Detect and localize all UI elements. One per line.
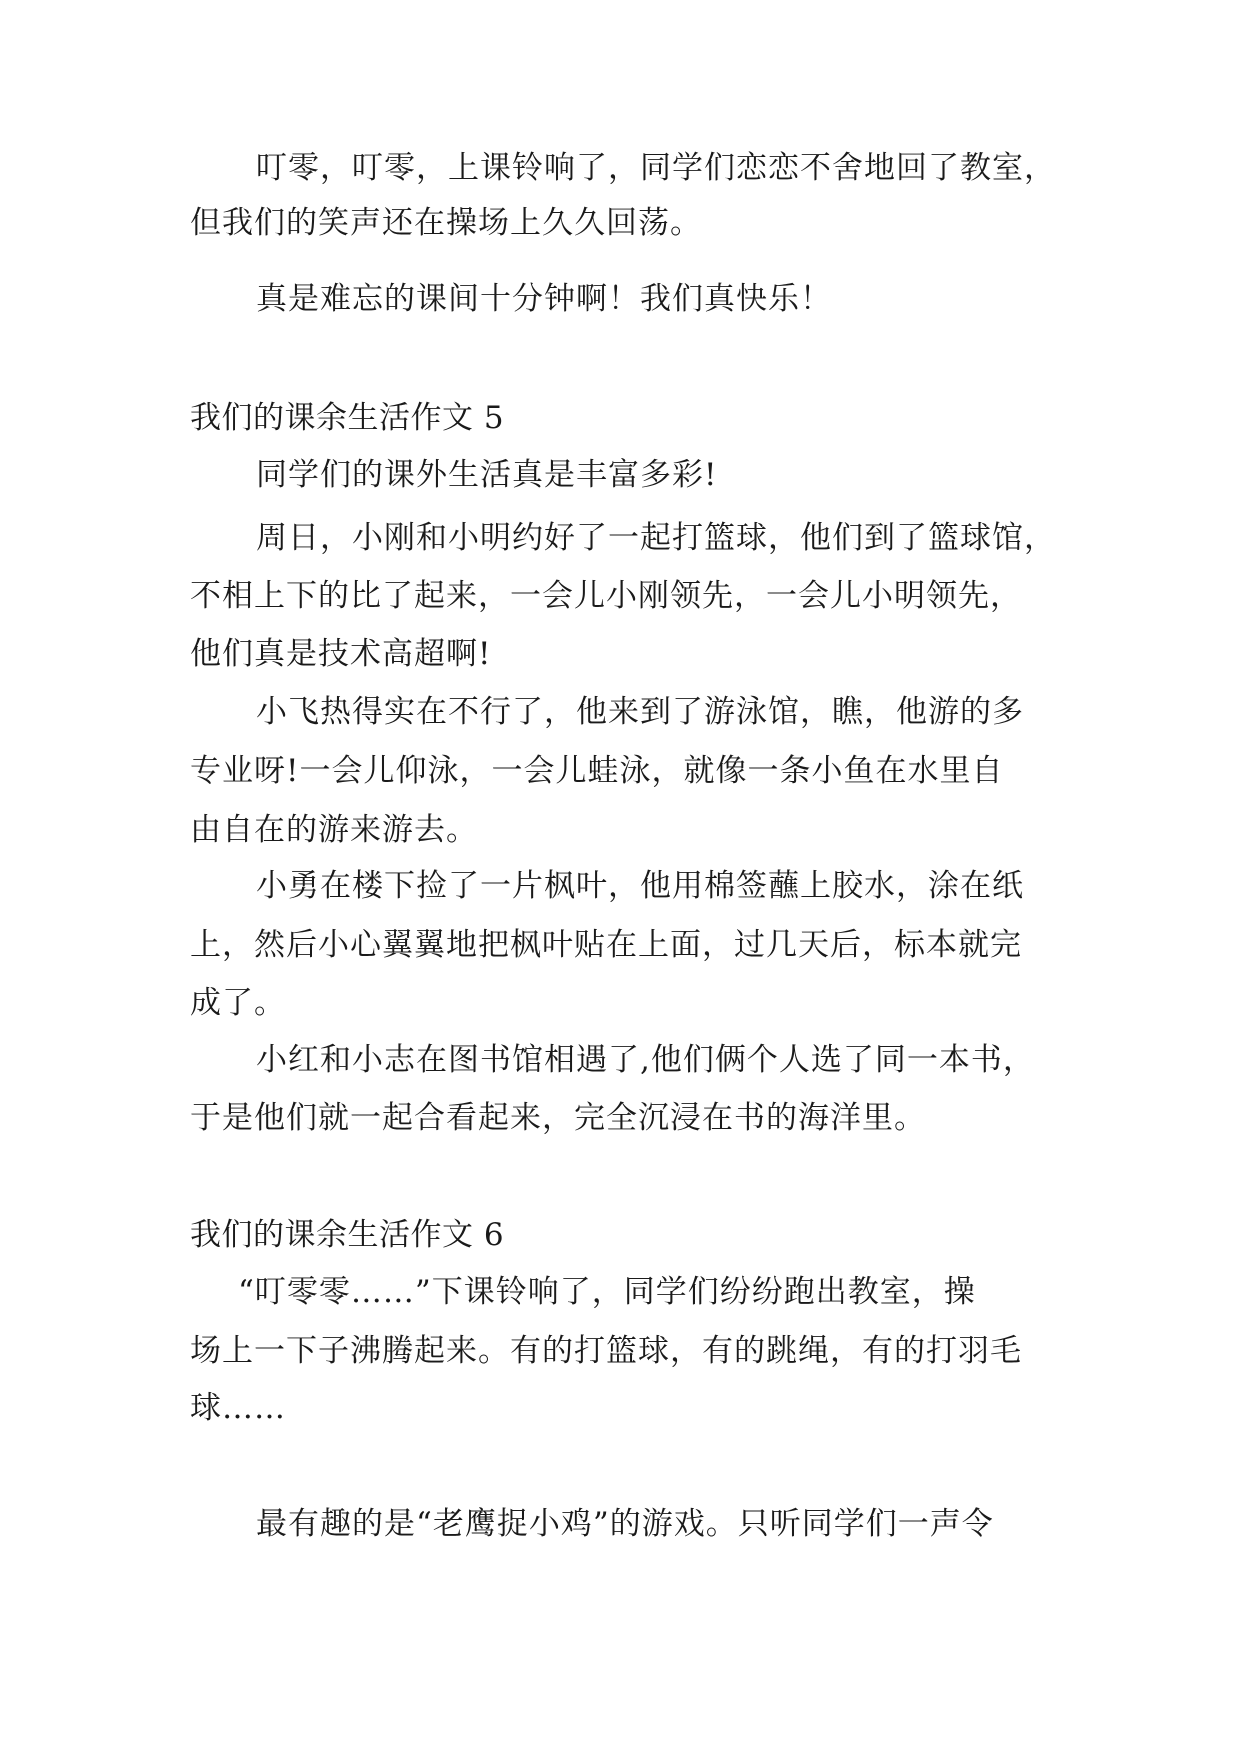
paragraph-line: “叮零零……”下课铃响了，同学们纷纷跑出教室，操: [238, 1274, 976, 1310]
paragraph-line: 同学们的课外生活真是丰富多彩!: [256, 457, 718, 493]
section-heading: 我们的课余生活作文 5: [190, 400, 505, 436]
section-heading: 我们的课余生活作文 6: [190, 1217, 505, 1253]
paragraph-line: 小飞热得实在不行了，他来到了游泳馆，瞧，他游的多: [256, 694, 1024, 730]
paragraph-line: 上，然后小心翼翼地把枫叶贴在上面，过几天后，标本就完: [190, 927, 1022, 963]
paragraph-line: 小红和小志在图书馆相遇了,他们俩个人选了同一本书，: [256, 1042, 1035, 1078]
paragraph-line: 专业呀!一会儿仰泳，一会儿蛙泳，就像一条小鱼在水里自: [190, 753, 1004, 789]
paragraph-line: 球……: [190, 1390, 286, 1426]
paragraph-line: 叮零，叮零，上课铃响了，同学们恋恋不舍地回了教室，: [256, 150, 1056, 186]
paragraph-line: 真是难忘的课间十分钟啊！我们真快乐！: [256, 281, 832, 317]
paragraph-line: 周日，小刚和小明约好了一起打篮球，他们到了篮球馆，: [256, 520, 1056, 556]
paragraph-line: 最有趣的是“老鹰捉小鸡”的游戏。只听同学们一声令: [256, 1506, 994, 1542]
paragraph-line: 成了。: [190, 985, 286, 1021]
paragraph-line: 于是他们就一起合看起来，完全沉浸在书的海洋里。: [190, 1100, 926, 1136]
paragraph-line: 但我们的笑声还在操场上久久回荡。: [190, 205, 702, 241]
paragraph-line: 场上一下子沸腾起来。有的打篮球，有的跳绳，有的打羽毛: [190, 1333, 1022, 1369]
paragraph-line: 他们真是技术高超啊!: [190, 636, 492, 672]
paragraph-line: 小勇在楼下捡了一片枫叶，他用棉签蘸上胶水，涂在纸: [256, 868, 1024, 904]
paragraph-line: 由自在的游来游去。: [190, 812, 478, 848]
paragraph-line: 不相上下的比了起来，一会儿小刚领先，一会儿小明领先，: [190, 578, 1022, 614]
